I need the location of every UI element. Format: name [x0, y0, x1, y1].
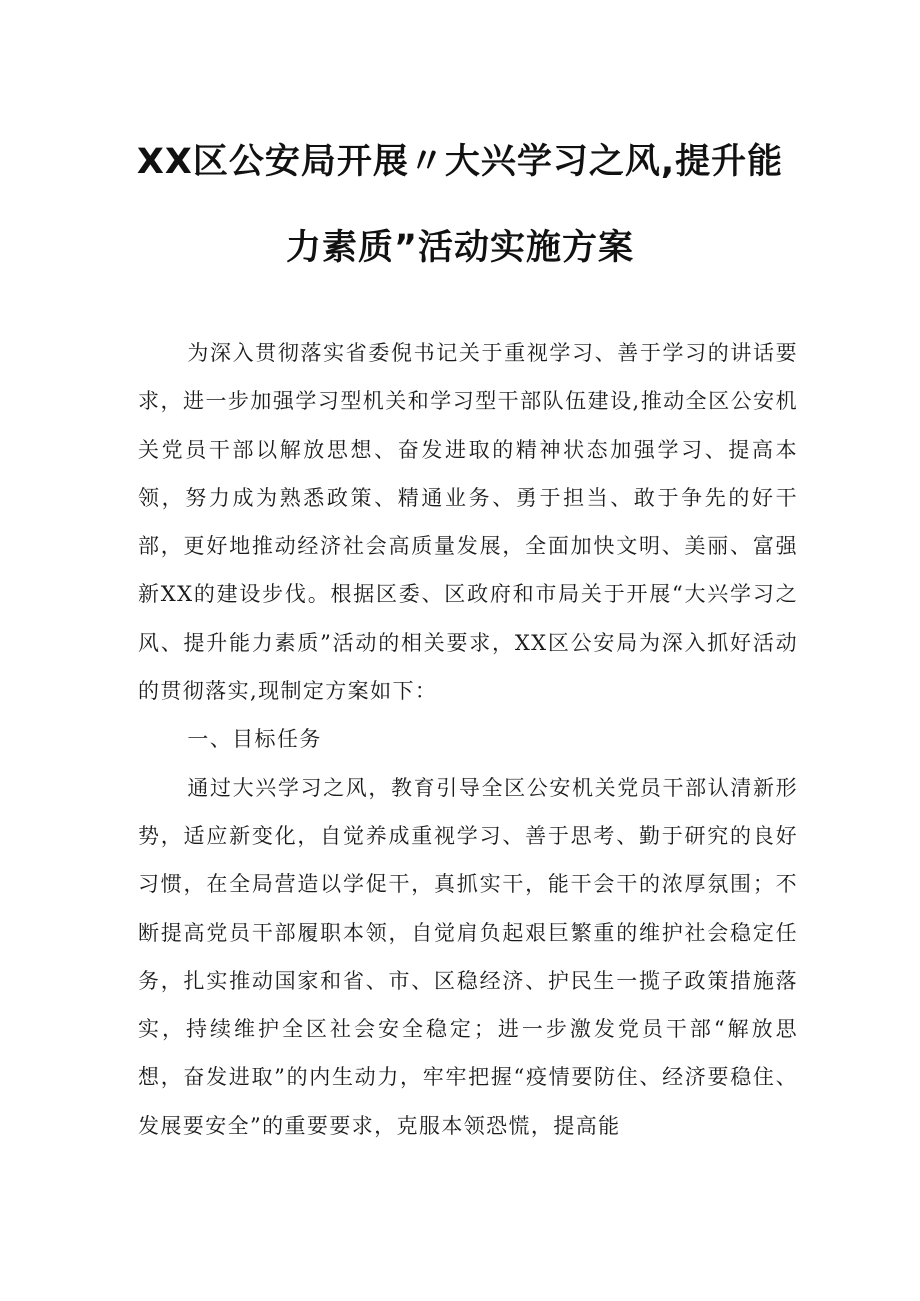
goals-paragraph: 通过大兴学习之风，教育引导全区公安机关党员干部认清新形势，适应新变化，自觉养成重视学习、善于思考、勤于研究的良好习惯，在全局营造以学促干，真抓实干，能干会干的浓厚氛围；不断提高党员干部履职本领，自觉肩负起艰巨繁重的维护社会稳定任务，扎实推动国家和省、市、区稳经济、护民生一揽子政策措施落实，持续维护全区社会安全稳定；进一步激发党员干部“解放思想，奋发进取”的内生动力，牢牢把握“疫情要防住、经济要稳住、发展要安全”的重要要求，克服本领恐慌，提高能: [138, 775, 798, 1138]
document-title-line-2: 力素质”活动实施方案: [285, 228, 634, 268]
document-body: [138, 329, 798, 1150]
section-heading-goals: 一、目标任务: [187, 727, 322, 752]
intro-paragraph: 为深入贯彻落实省委倪书记关于重视学习、善于学习的讲话要求，进一步加强学习型机关和学习型干部队伍建设,推动全区公安机关党员干部以解放思想、奋发进取的精神状态加强学习、提高本领，努力成为熟悉政策、精通业务、勇于担当、敢于争先的好干部，更好地推动经济社会高质量发展，全面加快文明、美丽、富强新XX的建设步伐。根据区委、区政府和市局关于开展“大兴学习之风、提升能力素质”活动的相关要求，XX区公安局为深入抓好活动的贯彻落实,现制定方案如下：: [138, 341, 798, 704]
document-title-line-1: XX区公安局开展〃大兴学习之风,提升能: [136, 142, 784, 182]
